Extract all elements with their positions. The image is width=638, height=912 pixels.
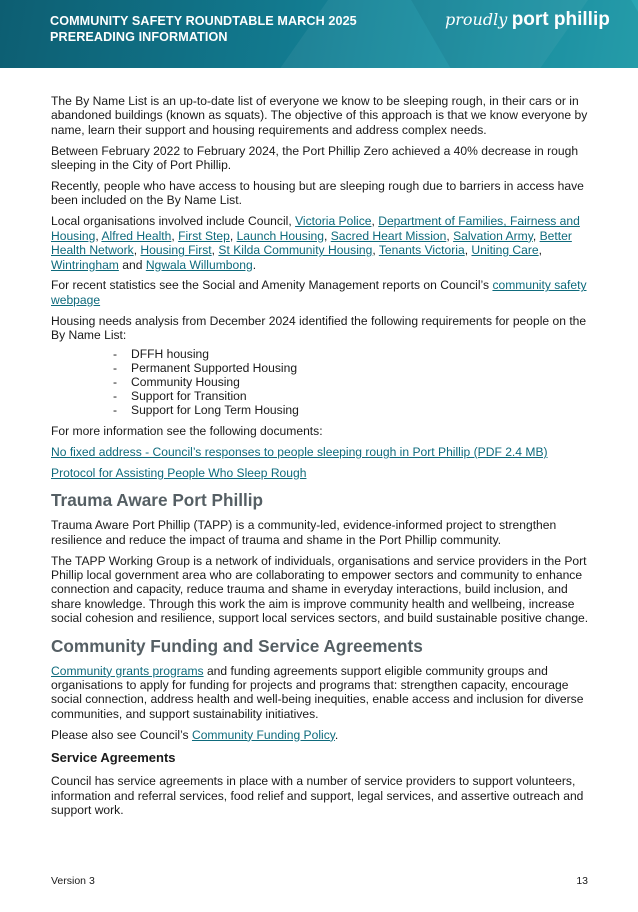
list-item: - DFFH housing bbox=[113, 347, 596, 361]
funding-heading: Community Funding and Service Agreements bbox=[51, 635, 423, 656]
more-info-text: For more information see the following documents: bbox=[51, 424, 323, 439]
footer-version: Version 3 bbox=[51, 875, 95, 887]
org-link[interactable]: Tenants Victoria bbox=[378, 243, 465, 258]
header-title bbox=[50, 13, 357, 45]
org-link[interactable]: Wintringham bbox=[51, 257, 119, 272]
org-link[interactable]: Alfred Health bbox=[101, 228, 172, 243]
org-link[interactable]: Sacred Heart Mission bbox=[330, 228, 447, 243]
trauma-heading: Trauma Aware Port Phillip bbox=[51, 490, 264, 511]
funding-paragraph bbox=[51, 664, 596, 722]
community-grants-link[interactable]: Community grants programs bbox=[51, 663, 204, 678]
trauma-paragraph-1: Trauma Aware Port Phillip (TAPP) is a community-led, evidence-informed project to strengthen resilience and reduce the impact of trauma and shame in the Port Phillip community. bbox=[51, 518, 557, 547]
list-item: - Permanent Supported Housing bbox=[113, 361, 596, 375]
service-agreements-paragraph: Council has service agreements in place with a number of service providers to support volunteers, information and referral services, food relief and support, legal services, and assertive outreach and support work. bbox=[51, 774, 584, 818]
trauma-paragraph-2: The TAPP Working Group is a network of individuals, organisations and service providers in the Port Phillip local government area who are collaborating to empower sectors and community to enhance connection and capacity, reduce trauma and shame in everyday interactions, build inclusion, and share knowledge. Through this work the aim is improve community health and wellbeing, increase social cohesion and resilience, support local services sectors, and build sustainable positive change. bbox=[51, 553, 589, 626]
protocol-link[interactable]: Protocol for Assisting People Who Sleep Rough bbox=[51, 465, 307, 480]
community-safety-link[interactable]: community safety webpage bbox=[51, 278, 587, 307]
org-link[interactable]: Housing First bbox=[140, 243, 212, 258]
funding-policy-paragraph: Please also see Council’s Community Funding Policy. bbox=[51, 727, 339, 742]
page-header bbox=[0, 0, 638, 68]
page-number: 13 bbox=[576, 875, 588, 887]
header-title-line-1: COMMUNITY SAFETY ROUNDTABLE MARCH 2025 bbox=[50, 14, 357, 28]
page-content bbox=[51, 94, 596, 824]
by-name-recent: Recently, people who have access to housing but are sleeping rough due to barriers in access have been included on the By Name List. bbox=[51, 179, 584, 208]
org-link[interactable]: Launch Housing bbox=[236, 228, 324, 243]
service-agreements-heading: Service Agreements bbox=[51, 750, 176, 766]
community-funding-policy-link[interactable]: Community Funding Policy bbox=[191, 727, 335, 742]
by-name-stat: Between February 2022 to February 2024, the Port Phillip Zero achieved a 40% decrease in rough sleeping in the City of Port Phillip. bbox=[51, 143, 579, 173]
brand-script: proudly bbox=[445, 10, 508, 29]
by-name-intro: The By Name List is an up-to-date list of everyone we know to be sleeping rough, in their cars or in abandoned buildings (known as squats). The objective of this approach is that we know everyone by name, learn their support and housing requirements and address complex needs. bbox=[51, 94, 588, 137]
doc-link-paragraph bbox=[51, 466, 596, 480]
organisations-and: and bbox=[122, 257, 143, 272]
org-link[interactable]: Uniting Care bbox=[471, 243, 539, 258]
no-fixed-address-link[interactable]: No fixed address - Council’s responses to people sleeping rough in Port Phillip (PDF 2.4 MB) bbox=[51, 445, 548, 460]
list-item: - Community Housing bbox=[113, 375, 596, 389]
list-item: - Support for Transition bbox=[113, 389, 596, 403]
housing-needs-intro: Housing needs analysis from December 2024 identified the following requirements for people on the By Name List: bbox=[51, 313, 587, 343]
org-link[interactable]: Salvation Army bbox=[453, 228, 533, 243]
brand-name: port phillip bbox=[511, 9, 610, 30]
org-link[interactable]: Ngwala Willumbong bbox=[145, 257, 253, 272]
statistics-text: For recent statistics see the Social and Amenity Management reports on Council’s bbox=[51, 278, 490, 293]
org-link[interactable]: St Kilda Community Housing bbox=[218, 243, 373, 258]
organisations-intro: Local organisations involved include Council, bbox=[51, 214, 292, 229]
housing-needs-list bbox=[113, 347, 596, 418]
org-link[interactable]: First Step bbox=[178, 228, 230, 243]
org-link[interactable]: Department of Families, Fairness and Housing bbox=[51, 214, 580, 243]
organisations-paragraph: Local organisations involved include Council, Victoria Police, Department of Families, Fairness and Housing, Alfred Health, First Step, Launch Housing, Sacred Heart Mission, Salvation Army, Better Health Network, Housing First, St Kilda Community Housing, Tenants Victoria, Uniting Care, Wintringham and Ngwala Willumbong. bbox=[51, 214, 580, 272]
brand-logo bbox=[445, 9, 610, 31]
funding-paragraph-text: and funding agreements support eligible community groups and organisations to apply for funding for projects and programs that: strengthen capacity, encourage social connection, address health and well-being inequities, enable access and inclusion for diverse communities, and support sustainability initiatives. bbox=[51, 663, 584, 721]
org-link[interactable]: Better Health Network bbox=[51, 228, 572, 258]
list-item: - Support for Long Term Housing bbox=[113, 403, 596, 417]
org-link[interactable]: Victoria Police bbox=[295, 214, 372, 229]
funding-policy-text: Please also see Council’s bbox=[51, 727, 189, 742]
statistics-paragraph bbox=[51, 278, 596, 307]
doc-link-paragraph bbox=[51, 445, 596, 459]
header-title-line-2: PREREADING INFORMATION bbox=[50, 30, 228, 44]
